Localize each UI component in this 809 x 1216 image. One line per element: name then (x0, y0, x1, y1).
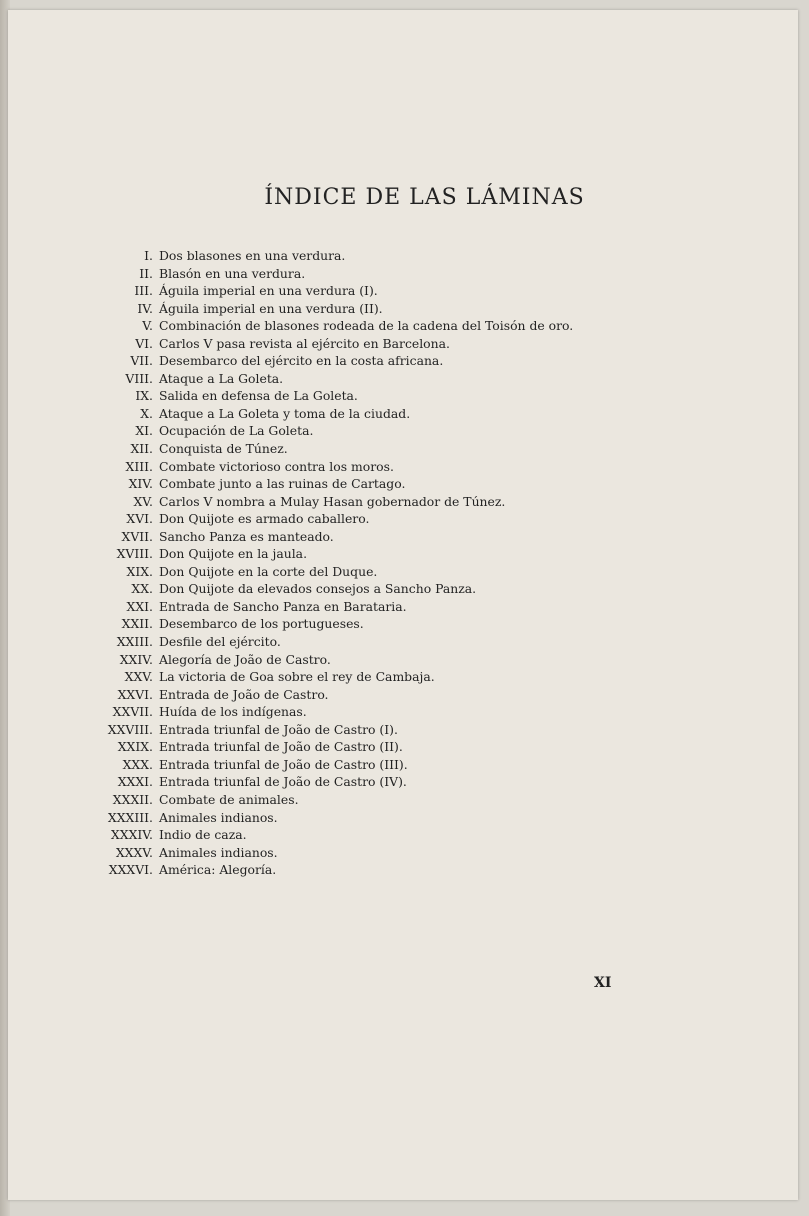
list-item (60, 300, 740, 318)
plate-number: XXXIII. (107, 809, 153, 825)
plate-title: Carlos V nombra a Mulay Hasan gobernador de Túnez. (159, 493, 506, 509)
plate-number: XIII. (125, 458, 153, 474)
plate-number: XXXIV. (110, 827, 153, 843)
list-item (60, 756, 740, 774)
plate-title: Blasón en una verdura. (159, 265, 306, 281)
plate-number: XV. (133, 493, 153, 509)
plate-title: Entrada de João de Castro. (159, 686, 329, 702)
plate-title: Desembarco de los portugueses. (159, 616, 364, 632)
plate-number: XXXV. (115, 844, 153, 860)
list-item (60, 440, 740, 458)
plate-title: Sancho Panza es manteado. (159, 528, 334, 544)
plate-number: XXI. (126, 598, 153, 614)
plate-title: Combinación de blasones rodeada de la cadena del Toisón de oro. (159, 318, 574, 334)
plate-title: Entrada triunfal de João de Castro (III). (159, 756, 408, 772)
plate-number: XIV. (128, 476, 153, 492)
plate-title: Animales indianos. (159, 809, 278, 825)
list-item (60, 861, 740, 879)
plate-title: América: Alegoría. (159, 862, 277, 878)
list-item (60, 844, 740, 862)
plate-number: XXV. (124, 669, 153, 685)
list-item (60, 282, 740, 300)
plate-number: XXIX. (117, 739, 153, 755)
plate-title: Dos blasones en una verdura. (159, 248, 346, 263)
plate-number: XXXII. (112, 791, 153, 807)
plate-number: XXII. (121, 616, 153, 632)
plate-number: XX. (131, 581, 153, 597)
plate-number: I. (144, 248, 153, 263)
plate-title: Huída de los indígenas. (159, 704, 307, 720)
list-item (60, 510, 740, 528)
list-item (60, 387, 740, 405)
plate-title: Combate de animales. (159, 791, 299, 807)
plate-number: VI. (135, 335, 153, 351)
list-item (60, 686, 740, 704)
plate-number: XIX. (126, 563, 153, 579)
plate-number: XI. (135, 423, 153, 439)
plate-title: Don Quijote en la jaula. (159, 546, 308, 562)
plate-title: Combate victorioso contra los moros. (159, 458, 394, 474)
plate-title: Entrada de Sancho Panza en Barataria. (159, 598, 407, 614)
list-item (60, 458, 740, 476)
plate-title: Ataque a La Goleta y toma de la ciudad. (159, 405, 411, 421)
list-item (60, 563, 740, 581)
plate-title: Entrada triunfal de João de Castro (I). (159, 721, 398, 737)
list-item (60, 493, 740, 511)
plate-title: Combate junto a las ruinas de Cartago. (159, 476, 406, 492)
plate-title: Indio de caza. (159, 827, 247, 843)
list-item (60, 703, 740, 721)
plate-title: Desfile del ejército. (159, 634, 281, 650)
plate-number: XVII. (121, 528, 153, 544)
plate-title: Entrada triunfal de João de Castro (II). (159, 739, 403, 755)
plates-index-list (60, 247, 740, 879)
plate-title: Animales indianos. (159, 844, 278, 860)
page-title: ÍNDICE DE LAS LÁMINAS (264, 185, 585, 210)
list-item (60, 475, 740, 493)
list-item (60, 809, 740, 827)
list-item (60, 721, 740, 739)
list-item (60, 738, 740, 756)
plate-number: XXXVI. (108, 862, 153, 878)
plate-title: Don Quijote es armado caballero. (159, 511, 370, 527)
plate-title: Salida en defensa de La Goleta. (159, 388, 358, 404)
list-item (60, 826, 740, 844)
list-item (60, 580, 740, 598)
list-item (60, 335, 740, 353)
list-item (60, 247, 740, 265)
plate-number: XXXI. (117, 774, 153, 790)
plate-title: Ocupación de La Goleta. (159, 423, 314, 439)
plate-number: XXIV. (119, 651, 153, 667)
plate-title: Ataque a La Goleta. (159, 370, 284, 386)
plate-title: Don Quijote en la corte del Duque. (159, 563, 378, 579)
plate-number: III. (134, 283, 153, 299)
plate-number: X. (140, 405, 153, 421)
page-number: XI (594, 975, 612, 991)
plate-title: Águila imperial en una verdura (II). (159, 300, 383, 316)
list-item (60, 791, 740, 809)
plate-number: XXVI. (117, 686, 153, 702)
plate-title: La victoria de Goa sobre el rey de Cambaja. (159, 669, 435, 685)
list-item (60, 545, 740, 563)
list-item (60, 265, 740, 283)
plate-number: IX. (135, 388, 153, 404)
plate-title: Conquista de Túnez. (159, 441, 288, 457)
plate-title: Alegoría de João de Castro. (159, 651, 331, 667)
plate-number: XXVIII. (107, 721, 153, 737)
list-item (60, 352, 740, 370)
list-item (60, 317, 740, 335)
plate-title: Águila imperial en una verdura (I). (159, 283, 378, 299)
plate-number: VIII. (125, 370, 153, 386)
plate-number: IV. (137, 300, 153, 316)
plate-number: XXIII. (116, 634, 153, 650)
list-item (60, 405, 740, 423)
list-item (60, 633, 740, 651)
list-item (60, 422, 740, 440)
plate-number: XVI. (126, 511, 153, 527)
plate-number: V. (142, 318, 153, 334)
plate-number: II. (139, 265, 153, 281)
list-item (60, 370, 740, 388)
plate-number: XXVII. (112, 704, 153, 720)
list-item (60, 598, 740, 616)
list-item (60, 528, 740, 546)
plate-title: Desembarco del ejército en la costa africana. (159, 353, 444, 369)
list-item (60, 668, 740, 686)
plate-number: XII. (130, 441, 153, 457)
plate-title: Carlos V pasa revista al ejército en Barcelona. (159, 335, 450, 351)
list-item (60, 651, 740, 669)
list-item (60, 773, 740, 791)
plate-number: XVIII. (116, 546, 153, 562)
list-item (60, 615, 740, 633)
plate-number: VII. (130, 353, 153, 369)
plate-title: Don Quijote da elevados consejos a Sancho Panza. (159, 581, 477, 597)
plate-title: Entrada triunfal de João de Castro (IV). (159, 774, 407, 790)
plate-number: XXX. (122, 756, 153, 772)
